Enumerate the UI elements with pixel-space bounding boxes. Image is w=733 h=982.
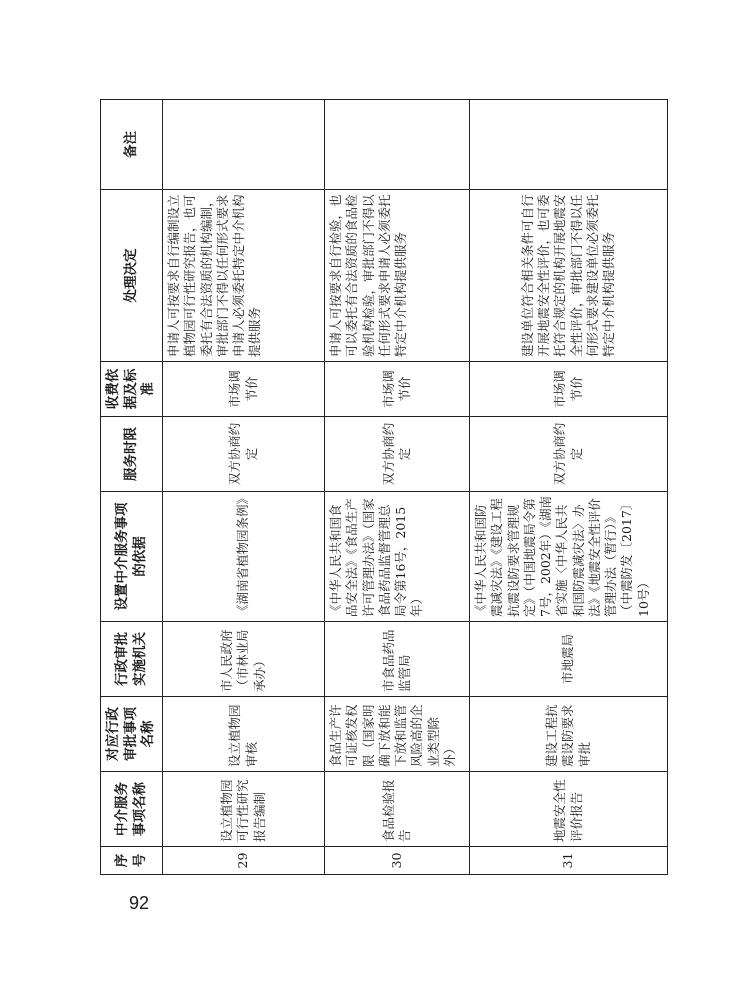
header-cell: 行政审批实施机关: [101, 622, 163, 697]
page-number: 92: [129, 893, 150, 913]
table-row: [470, 100, 668, 875]
time-limit: 双方协商约定: [163, 417, 325, 492]
basis: 《中华人民共和国食品安全法》《食品生产许可管理办法》（国家食品药品监督管理总局令第16号，2015年）: [325, 492, 470, 622]
fee-standard: 市场调节价: [325, 362, 470, 417]
table-row: [325, 100, 470, 875]
decision: 建设单位符合相关条件可自行开展地震安全性评价，也可委托符合规定的机构开展地震安全性评价，审批部门不得以任何形式要求建设单位必须委托特定中介机构提供服务: [470, 190, 668, 362]
time-limit: 双方协商约定: [470, 417, 668, 492]
rotated-table-wrapper: [100, 100, 667, 875]
header-cell: 对应行政审批事项名称: [101, 697, 163, 772]
header-cell: 收费依据及标准: [101, 362, 163, 417]
header-cell: 处理决定: [101, 190, 163, 362]
header-cell: 中介服务事项名称: [101, 772, 163, 847]
fee-standard: 市场调节价: [163, 362, 325, 417]
basis: 《湖南省植物园条例》: [163, 492, 325, 622]
header-cell: 服务时限: [101, 417, 163, 492]
service-name: 设立植物园可行性研究报告编制: [163, 772, 325, 847]
authority: 市人民政府（市林业局承办）: [163, 622, 325, 697]
decision: 申请人可按要求自行检验，也可以委托有合法资质的食品检验机构检验，审批部门不得以任何形式要求申请人必须委托特定中介机构提供服务: [325, 190, 470, 362]
approval-name: 建设工程抗震设防要求审批: [470, 697, 668, 772]
row-number: 30: [325, 847, 470, 875]
basis: 《中华人民共和国防震减灾法》《建设工程抗震设防要求管理规定》（中国地震局令第7号，2002年）《湖南省实施〈中华人民共和国防震减灾法〉办法》《地震安全性评价管理办法（暂行）》（中震防发〔2017〕10号）: [470, 492, 668, 622]
table-row: [163, 100, 325, 875]
header-cell: 备注: [101, 100, 163, 190]
row-number: 31: [470, 847, 668, 875]
table-header-row: [101, 100, 163, 875]
remark: [325, 100, 470, 190]
approval-name: 设立植物园审核: [163, 697, 325, 772]
decision: 申请人可按要求自行编制设立植物园可行性研究报告，也可委托有合法资质的机构编制，审批部门不得以任何形式要求申请人必须委托特定中介机构提供服务: [163, 190, 325, 362]
header-cell: 序号: [101, 847, 163, 875]
fee-standard: 市场调节价: [470, 362, 668, 417]
time-limit: 双方协商约定: [325, 417, 470, 492]
header-cell: 设置中介服务事项的依据: [101, 492, 163, 622]
service-name: 地震安全性评价报告: [470, 772, 668, 847]
approval-name: 食品生产许可证核发权限（国家明确下放和能下放和监管风险高的企业类型除外）: [325, 697, 470, 772]
service-items-table: [100, 99, 668, 875]
service-name: 食品检验报告: [325, 772, 470, 847]
remark: [470, 100, 668, 190]
authority: 市地震局: [470, 622, 668, 697]
remark: [163, 100, 325, 190]
authority: 市食品药品监管局: [325, 622, 470, 697]
row-number: 29: [163, 847, 325, 875]
